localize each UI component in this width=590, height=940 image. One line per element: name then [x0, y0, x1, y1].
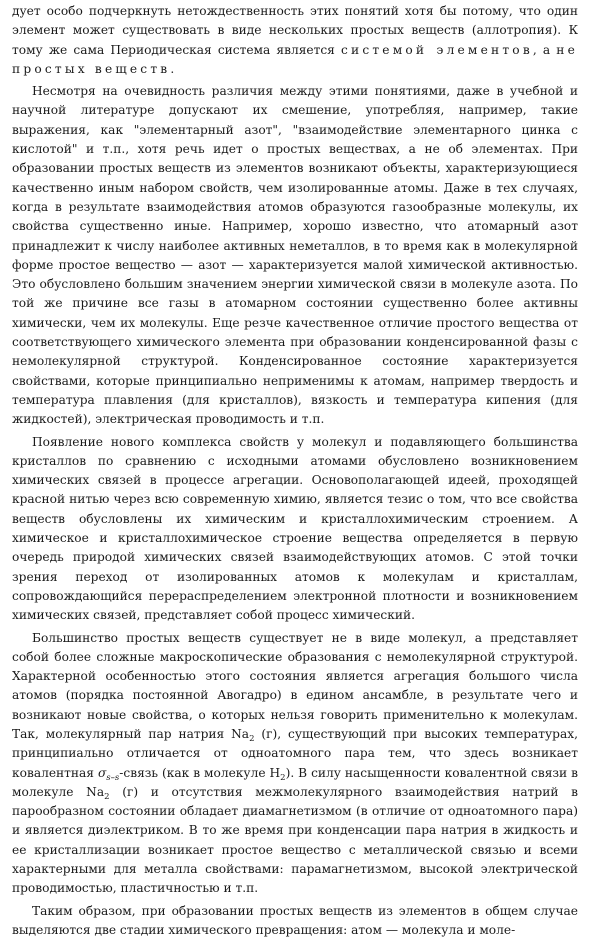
paragraph-1-comma: , а	[532, 42, 557, 57]
paragraph-4-text-a: Большинство простых веществ существует не в виде молекул, а представляет собой более сложные макроскопические образования с немолекулярной структурой. Характерной особенностью этого состояния является агрегация большого числа атомов (порядка постоянной Авогадро) в едином ансамбле, в результате чего и возникают новые свойства, о которых нельзя говорить применительно к молекулам. Так, молекулярный пар натрия Na	[12, 630, 578, 741]
paragraph-3: Появление нового комплекса свойств у молекул и подавляющего большинства кристаллов по сравнению с исходными атомами обусловлено возникновением химических связей в процессе агрегации. Основополагающей идеей, проходящей красной нитью через всю современную химию, является тезис о том, что все свойства веществ обусловлены их химическим и кристаллохимическим строением. А химическое и кристаллохимическое строение вещества определяется в первую очередь природой химических связей взаимодействующих атомов. С этой точки зрения переход от изолированных атомов к молекулам и кристаллам, сопровождающийся перераспределением электронной плотности и возникновением химических связей, представляет собой процесс химический.	[12, 434, 578, 623]
sigma-symbol: σ	[97, 765, 107, 780]
subscript-h2: 2	[280, 772, 286, 783]
paragraph-4-text-b: (г), существующий при высоких температурах, принципиально отличается от одноатомного пара тем, что здесь возникает ковалентная	[12, 726, 578, 780]
paragraph-1-end: .	[170, 61, 175, 76]
paragraph-1-text: дует особо подчеркнуть нетождественность этих понятий хотя бы потому, что один элемент может существовать в виде нескольких простых веществ (аллотропия). К тому же сама Периодическая система является	[12, 4, 578, 57]
subscript-na2-second: 2	[104, 791, 110, 802]
paragraph-4	[12, 629, 578, 899]
emphasis-not-simple-substances: не простых веществ	[12, 42, 578, 76]
paragraph-2: Несмотря на очевидность различия между этими понятиями, даже в учебной и научной литературе допускают их смешение, употребляя, например, такие выражения, как "элементарный азот", "взаимодействие элементарного цинка с кислотой" и т.п., хотя речь идет о простых веществах, а не об элементах. При образовании простых веществ из элементов возникают объекты, характеризующиеся качественно иным набором свойств, чем изолированные атомы. Даже в тех случаях, когда в результате взаимодействия атомов образуются газообразные молекулы, их свойства существенно иные. Например, хорошо известно, что атомарный азот принадлежит к числу наиболее активных неметаллов, в то время как в молекулярной форме простое вещество — азот — характеризуется малой химической активностью. Это обусловлено большим значением энергии химической связи в молекуле азота. По той же причине все газы в атомарном состоянии существенно более активны химически, чем их молекулы. Еще резче качественное отличие простого вещества от соответствующего химического элемента при образовании конденсированной фазы с немолекулярной структурой. Конденсированное состояние характеризуется свойствами, которые принципиально неприменимы к атомам, например твердость и температура плавления (для кристаллов), вязкость и температура кипения (для жидкостей), электрическая проводимость и т.п.	[12, 84, 578, 427]
paragraph-4-text-e: (г) и отсутствия межмолекулярного взаимодействия натрий в парообразном состоянии обладает диамагнетизмом (в отличие от одноатомного пара) и является диэлектриком. В то же время при конденсации пара натрия в жидкость и ее кристаллизации возникает простое вещество с металлической связью и всеми характерными для металла свойствами: парамагнетизмом, высокой электрической проводимостью, пластичностью и т.п.	[12, 784, 578, 896]
emphasis-system-of-elements: системой элементов	[340, 42, 533, 57]
paragraph-4-text-d: ). В силу насыщенности ковалентной связи в молекуле Na	[12, 765, 578, 799]
paragraph-1	[12, 2, 578, 79]
paragraph-5: Таким образом, при образовании простых веществ из элементов в общем случае выделяются две стадии химического превращения: атом — молекула и моле-	[12, 903, 578, 937]
subscript-s-s: s–s	[106, 772, 120, 783]
subscript-na2-first: 2	[249, 733, 255, 744]
paragraph-4-text-c: -связь (как в молекуле H	[119, 765, 281, 780]
